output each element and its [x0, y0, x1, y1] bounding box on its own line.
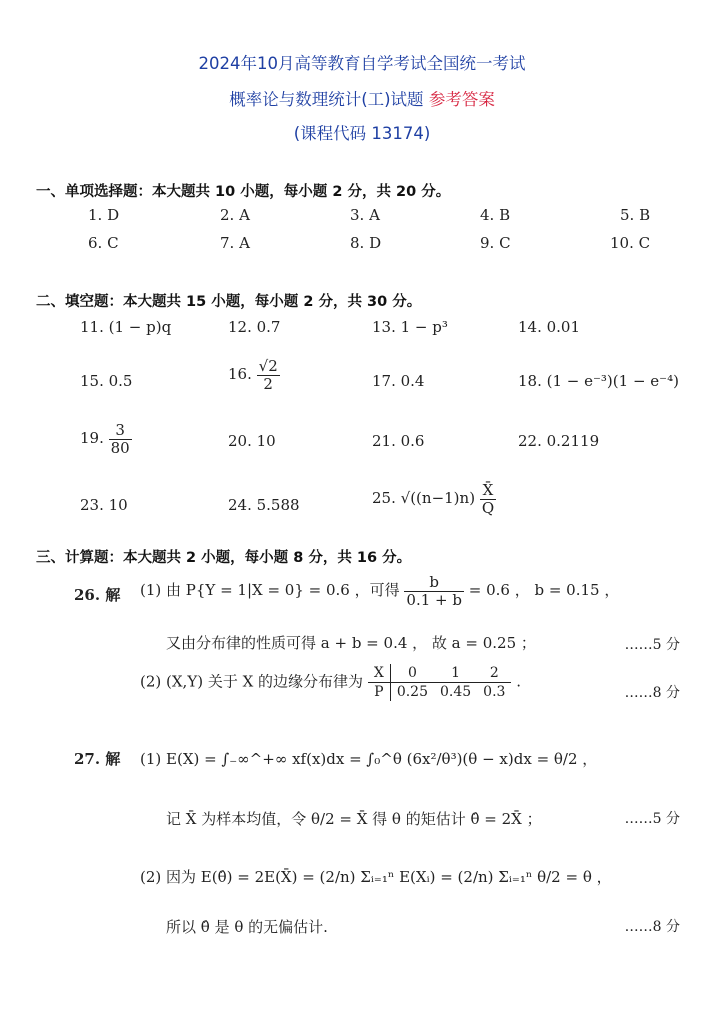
q26-part1	[140, 574, 619, 608]
fraction	[404, 574, 464, 608]
q26-part1-result: = 0.6 ， b = 0.15 ，	[468, 581, 620, 599]
q27-part1-line2: 记 X̄ 为样本均值，令 θ/2 = X̄ 得 θ 的矩估计 θ̂ = 2X̄ ；	[166, 810, 542, 828]
mc-answer: 10. C	[610, 234, 651, 252]
denominator: 80	[110, 438, 130, 457]
fill-answer-13: 13. 1 − p³	[372, 318, 448, 336]
section3-heading: 三、计算题：本大题共 2 小题，每小题 8 分，共 16 分。	[36, 550, 412, 566]
q27-label: 27. 解	[74, 750, 121, 768]
q26-label: 26. 解	[74, 586, 121, 604]
mc-answer: 5. B	[620, 206, 651, 224]
table-cell: 2	[477, 664, 511, 683]
q27-part1: (1) E(X) = ∫₋∞^+∞ xf(x)dx = ∫₀^θ (6x²/θ³)(θ − x)dx = θ/2 ，	[140, 750, 598, 768]
denominator: Q	[481, 498, 495, 517]
mc-answer: 3. A	[350, 206, 380, 224]
exam-title: 2024年10月高等教育自学考试全国统一考试	[198, 54, 526, 73]
answer-number: 25.	[372, 489, 396, 507]
fill-answer-12: 12. 0.7	[228, 318, 281, 336]
fill-answer-25	[372, 482, 496, 516]
answer-number: 16.	[228, 365, 252, 383]
fill-answer-18: 18. (1 − e⁻³)(1 − e⁻⁴)	[518, 372, 679, 390]
answer-label: 参考答案	[428, 90, 495, 109]
q26-part1-line2: 又由分布律的性质可得 a + b = 0.4 ， 故 a = 0.25 ；	[166, 634, 536, 652]
fill-answer-20: 20. 10	[228, 432, 276, 450]
mc-answer: 7. A	[220, 234, 250, 252]
q26-part2: (2) (X,Y) 关于 X 的边缘分布律为 X 0 1 2 P 0.25 0.45 0.3 .	[140, 665, 521, 701]
distribution-table	[368, 664, 512, 701]
fill-answer-19	[80, 422, 132, 456]
fraction	[257, 358, 280, 392]
denominator: 2	[263, 374, 273, 393]
course-code: (课程代码 13174)	[293, 124, 431, 143]
section2-heading: 二、填空题：本大题共 15 小题，每小题 2 分，共 30 分。	[36, 294, 422, 310]
subject-title	[0, 86, 724, 110]
score-marker: ……8 分	[624, 919, 680, 935]
q26-part2-text: (2) (X,Y) 关于 X 的边缘分布律为	[140, 672, 364, 691]
mc-answer: 8. D	[350, 234, 382, 252]
table-cell: 0	[390, 664, 434, 683]
section1-heading: 一、单项选择题：本大题共 10 小题，每小题 2 分，共 20 分。	[36, 184, 451, 200]
table-header-p: P	[368, 683, 390, 702]
mc-answer: 2. A	[220, 206, 250, 224]
fill-answer-15: 15. 0.5	[80, 372, 133, 390]
table-cell: 0.25	[396, 684, 428, 701]
table-cell: 0.45	[439, 684, 472, 701]
q26-part1-text: (1) 由 P{Y = 1|X = 0} = 0.6 ，可得	[140, 581, 400, 599]
table-cell: 0.3	[483, 684, 506, 701]
numerator: √2	[258, 357, 278, 375]
fill-answer-11: 11. (1 − p)q	[80, 318, 172, 336]
fill-answer-24: 24. 5.588	[228, 496, 300, 514]
numerator: b	[404, 574, 464, 592]
mc-answer: 4. B	[480, 206, 511, 224]
score-marker: ……5 分	[624, 637, 680, 653]
fill-answer-21: 21. 0.6	[372, 432, 425, 450]
mc-answer: 1. D	[88, 206, 120, 224]
q27-part2-line2: 所以 θ̂ 是 θ 的无偏估计.	[166, 918, 328, 936]
score-marker: ……8 分	[624, 685, 680, 701]
fill-answer-16	[228, 358, 280, 392]
fill-answer-17: 17. 0.4	[372, 372, 425, 390]
fill-answer-23: 23. 10	[80, 496, 128, 514]
mc-answer: 9. C	[480, 234, 511, 252]
fill-answer-22: 22. 0.2119	[518, 432, 600, 450]
fraction	[109, 422, 132, 456]
numerator: 3	[109, 422, 132, 440]
fraction	[480, 482, 496, 516]
fill-answer-14: 14. 0.01	[518, 318, 581, 336]
numerator: X̄	[480, 482, 496, 500]
answer-number: 19.	[80, 429, 104, 447]
subject-name: 概率论与数理统计(工)试题	[229, 90, 424, 109]
table-header-x: X	[368, 664, 390, 683]
score-marker: ……5 分	[624, 811, 680, 827]
mc-answer: 6. C	[88, 234, 119, 252]
q27-part2: (2) 因为 E(θ̂) = 2E(X̄) = (2/n) Σᵢ₌₁ⁿ E(Xᵢ) = (2/n) Σᵢ₌₁ⁿ θ/2 = θ ，	[140, 868, 612, 886]
table-cell: 1	[434, 664, 477, 683]
sqrt-expression: √((n−1)n)	[400, 489, 476, 507]
denominator: 0.1 + b	[406, 590, 462, 609]
